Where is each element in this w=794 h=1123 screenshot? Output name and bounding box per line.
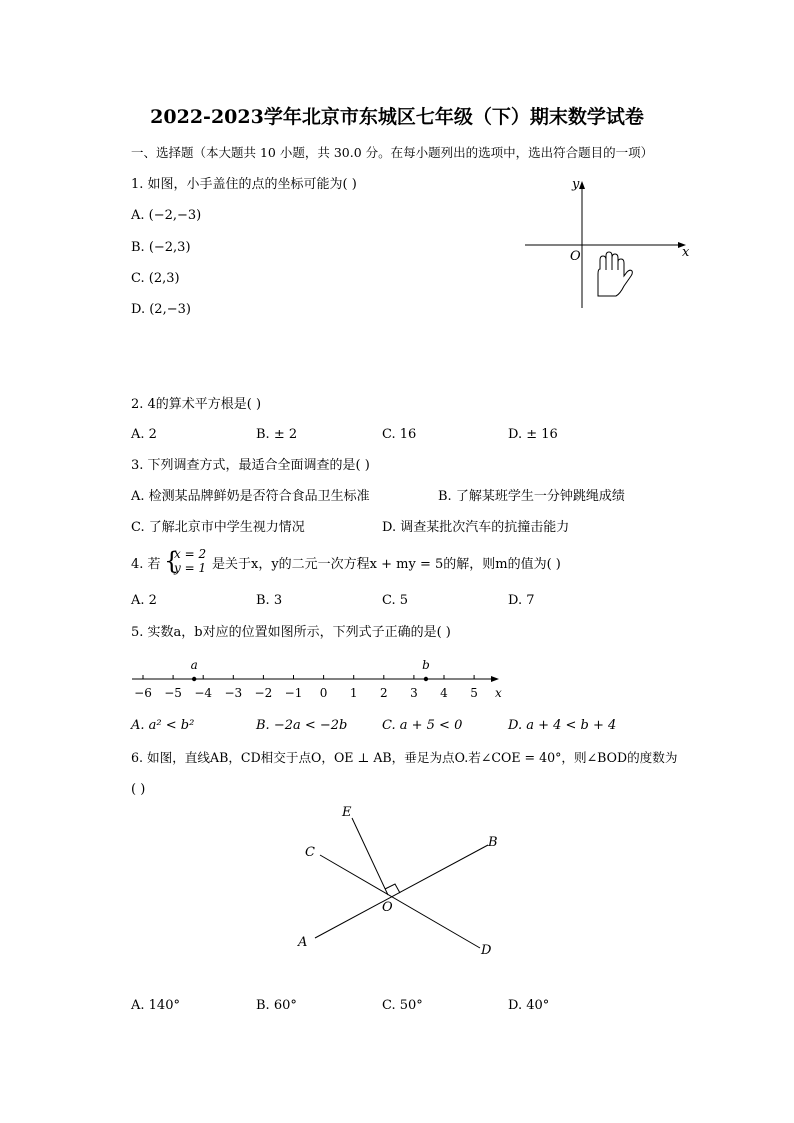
q2-option-b: B. ± 2	[256, 427, 298, 442]
q6-label-O: O	[382, 900, 393, 915]
q6-stem-line2: ( )	[131, 782, 146, 797]
q5-option-a: A. a² < b²	[131, 718, 195, 733]
q5-stem: 5. 实数a，b对应的位置如图所示，下列式子正确的是( )	[131, 625, 451, 640]
q6-stem-line1: 6. 如图，直线AB，CD相交于点O，OE ⊥ AB，垂足为点O.若∠COE = 40°，则∠BOD的度数为	[131, 750, 678, 765]
q1-option-c: C. (2,3)	[131, 271, 180, 286]
q4-suffix: 是关于x，y的二元一次方程x + my = 5的解，则m的值为( )	[212, 557, 561, 572]
numberline-tick-label: −1	[284, 686, 303, 700]
q6-geometry-figure	[290, 800, 510, 965]
q5-point-a-label: a	[190, 658, 198, 672]
q1-origin-label: O	[570, 249, 581, 264]
q1-option-b: B. (−2,3)	[131, 240, 191, 255]
q1-x-label: x	[682, 245, 690, 260]
numberline-tick-label: −4	[194, 686, 213, 700]
q6-label-D: D	[481, 943, 492, 958]
page-title: 2022-2023学年北京市东城区七年级（下）期末数学试卷	[150, 106, 644, 128]
q4-option-c: C. 5	[382, 593, 409, 608]
q4-system-line1: x = 2	[174, 547, 207, 561]
line-CD	[320, 855, 480, 948]
q5-option-b: B. −2a < −2b	[256, 718, 348, 733]
numberline-tick-label: 0	[319, 686, 328, 700]
q3-option-a: A. 检测某品牌鲜奶是否符合食品卫生标准	[131, 489, 370, 504]
right-angle-mark	[385, 884, 400, 893]
q2-option-a: A. 2	[131, 427, 157, 442]
q3-stem: 3. 下列调查方式，最适合全面调查的是( )	[131, 458, 370, 473]
q4-option-d: D. 7	[508, 593, 535, 608]
q6-option-a: A. 140°	[131, 998, 180, 1013]
q6-option-c: C. 50°	[382, 998, 423, 1013]
q4-system-line2: y = 1	[174, 561, 207, 575]
q3-option-c: C. 了解北京市中学生视力情况	[131, 520, 305, 535]
q5-option-c: C. a + 5 < 0	[382, 718, 463, 733]
numberline-tick-label: −5	[164, 686, 182, 700]
q1-option-d: D. (2,−3)	[131, 302, 191, 317]
numberline-tick-label: 2	[379, 686, 388, 700]
q2-option-d: D. ± 16	[508, 427, 558, 442]
q6-label-E: E	[342, 805, 352, 820]
numberline-tick-label: 1	[349, 686, 358, 700]
line-AB	[315, 845, 488, 938]
q5-point-b	[424, 677, 428, 681]
q4-option-a: A. 2	[131, 593, 157, 608]
hand-icon	[598, 252, 632, 296]
q3-option-d: D. 调查某批次汽车的抗撞击能力	[382, 520, 570, 535]
q6-option-d: D. 40°	[508, 998, 550, 1013]
numberline-tick-label: −2	[254, 686, 273, 700]
q6-label-B: B	[488, 835, 498, 850]
q5-option-d: D. a + 4 < b + 4	[508, 718, 617, 733]
ray-OE	[352, 818, 388, 895]
section-heading: 一、选择题（本大题共 10 小题，共 30.0 分。在每小题列出的选项中，选出符合题目的一项）	[131, 145, 654, 160]
numberline-tick-label: 3	[410, 686, 418, 700]
q5-number-line	[128, 652, 508, 704]
numberline-tick-label: 4	[440, 686, 448, 700]
q6-label-A: A	[298, 935, 308, 950]
q1-option-a: A. (−2,−3)	[131, 208, 202, 223]
q2-option-c: C. 16	[382, 427, 417, 442]
q4-prefix: 4. 若	[131, 557, 161, 572]
q4-option-b: B. 3	[256, 593, 283, 608]
numberline-tick-label: −6	[134, 686, 152, 700]
q2-stem: 2. 4的算术平方根是( )	[131, 397, 262, 412]
q5-axis-label: x	[495, 686, 502, 700]
q6-label-C: C	[305, 845, 315, 860]
numberline-tick-label: −3	[224, 686, 243, 700]
q1-y-label: y	[572, 177, 580, 192]
q1-stem: 1. 如图，小手盖住的点的坐标可能为( )	[131, 177, 357, 192]
numberline-tick-label: 5	[470, 686, 478, 700]
q4-system-brace: {	[164, 547, 180, 575]
q3-option-b: B. 了解某班学生一分钟跳绳成绩	[438, 489, 625, 504]
q1-coordinate-figure	[520, 172, 695, 314]
q6-option-b: B. 60°	[256, 998, 297, 1013]
q5-point-b-label: b	[422, 658, 430, 672]
q5-point-a	[192, 677, 196, 681]
